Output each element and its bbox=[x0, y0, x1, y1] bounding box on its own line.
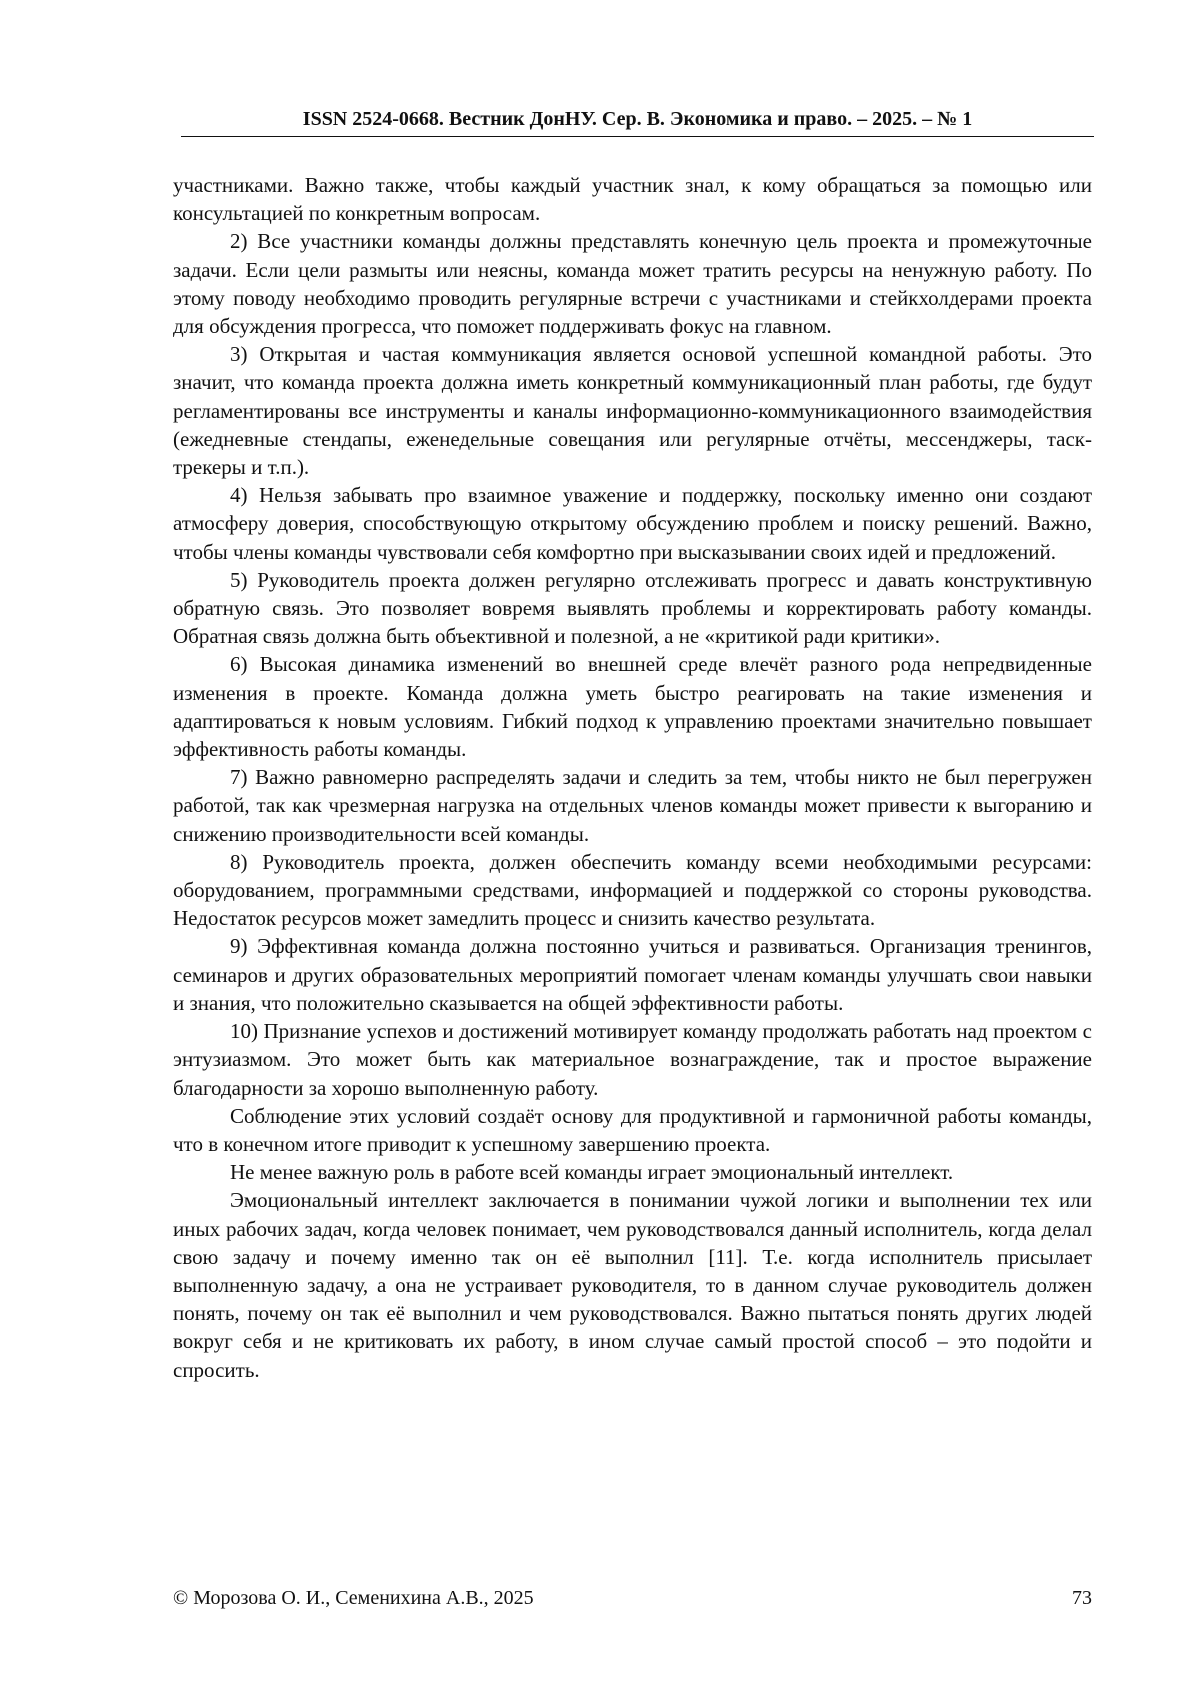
journal-running-header bbox=[181, 106, 1094, 137]
journal-header-text: ISSN 2524-0668. Вестник ДонНУ. Сер. В. Экономика и право. – 2025. – № 1 bbox=[302, 108, 973, 130]
copyright-notice: © Морозова О. И., Семенихина А.В., 2025 bbox=[173, 1587, 534, 1609]
list-item-2: 2) Все участники команды должны представлять конечную цель проекта и промежуточные задачи. Если цели размыты или неясны, команда может тратить ресурсы на ненужную работу. По этому поводу необходимо проводить регулярные встречи с участниками и стейкхолдерами проекта для обсуждения прогресса, что поможет поддерживать фокус на главном. bbox=[173, 229, 1092, 339]
page-number: 73 bbox=[1072, 1587, 1092, 1609]
paragraph-conclusion: Соблюдение этих условий создаёт основу для продуктивной и гармоничной работы команды, что в конечном итоге приводит к успешному завершению проекта. bbox=[173, 1103, 1092, 1156]
list-item-9: 9) Эффективная команда должна постоянно учиться и развиваться. Организация тренингов, семинаров и других образовательных мероприятий помогает членам команды улучшать свои навыки и знания, что положительно сказывается на общей эффективности работы. bbox=[173, 934, 1092, 1015]
article-body bbox=[173, 171, 1092, 1384]
list-item-6: 6) Высокая динамика изменений во внешней среде влечёт разного рода непредвиденные изменения в проекте. Команда должна уметь быстро реагировать на такие изменения и адаптироваться к новым условиям. Гибкий подход к управлению проектами значительно повышает эффективность работы команды. bbox=[173, 652, 1092, 762]
list-item-7: 7) Важно равномерно распределять задачи и следить за тем, чтобы никто не был перегружен работой, так как чрезмерная нагрузка на отдельных членов команды может привести к выгоранию и снижению производительности всей команды. bbox=[173, 765, 1092, 846]
list-item-4: 4) Нельзя забывать про взаимное уважение и поддержку, поскольку именно они создают атмосферу доверия, способствующую открытому обсуждению проблем и поиску решений. Важно, чтобы члены команды чувствовали себя комфортно при высказывании своих идей и предложений. bbox=[173, 483, 1092, 564]
list-item-10: 10) Признание успехов и достижений мотивирует команду продолжать работать над проектом с энтузиазмом. Это может быть как материальное вознаграждение, так и простое выражение благодарности за хорошо выполненную работу. bbox=[173, 1019, 1092, 1100]
paragraph-emotional-intelligence: Эмоциональный интеллект заключается в понимании чужой логики и выполнении тех или иных рабочих задач, когда человек понимает, чем руководствовался данный исполнитель, когда делал свою задачу и почему именно так он её выполнил [11]. Т.е. когда исполнитель присылает выполненную задачу, а она не устраивает руководителя, то в данном случае руководитель должен понять, почему он так её выполнил и чем руководствовался. Важно пытаться понять других людей вокруг себя и не критиковать их работу, в ином случае самый простой способ – это подойти и спросить. bbox=[173, 1188, 1092, 1382]
list-item-3: 3) Открытая и частая коммуникация является основой успешной командной работы. Это значит, что команда проекта должна иметь конкретный коммуникационный план работы, где будут регламентированы все инструменты и каналы информационно-коммуникационного взаимодействия (ежедневные стендапы, еженедельные совещания или регулярные отчёты, мессенджеры, таск-трекеры и т.п.). bbox=[173, 342, 1092, 480]
paragraph-continuation: участниками. Важно также, чтобы каждый участник знал, к кому обращаться за помощью или консультацией по конкретным вопросам. bbox=[173, 173, 1092, 226]
paragraph-emotional-intelligence-intro: Не менее важную роль в работе всей команды играет эмоциональный интеллект. bbox=[230, 1160, 954, 1185]
list-item-8: 8) Руководитель проекта, должен обеспечить команду всеми необходимыми ресурсами: оборудованием, программными средствами, информацией и поддержкой со стороны руководства. Недостаток ресурсов может замедлить процесс и снизить качество результата. bbox=[173, 849, 1092, 931]
page-footer bbox=[173, 1584, 1092, 1612]
list-item-5: 5) Руководитель проекта должен регулярно отслеживать прогресс и давать конструктивную обратную связь. Это позволяет вовремя выявлять проблемы и корректировать работу команды. Обратная связь должна быть объективной и полезной, а не «критикой ради критики». bbox=[173, 567, 1092, 649]
